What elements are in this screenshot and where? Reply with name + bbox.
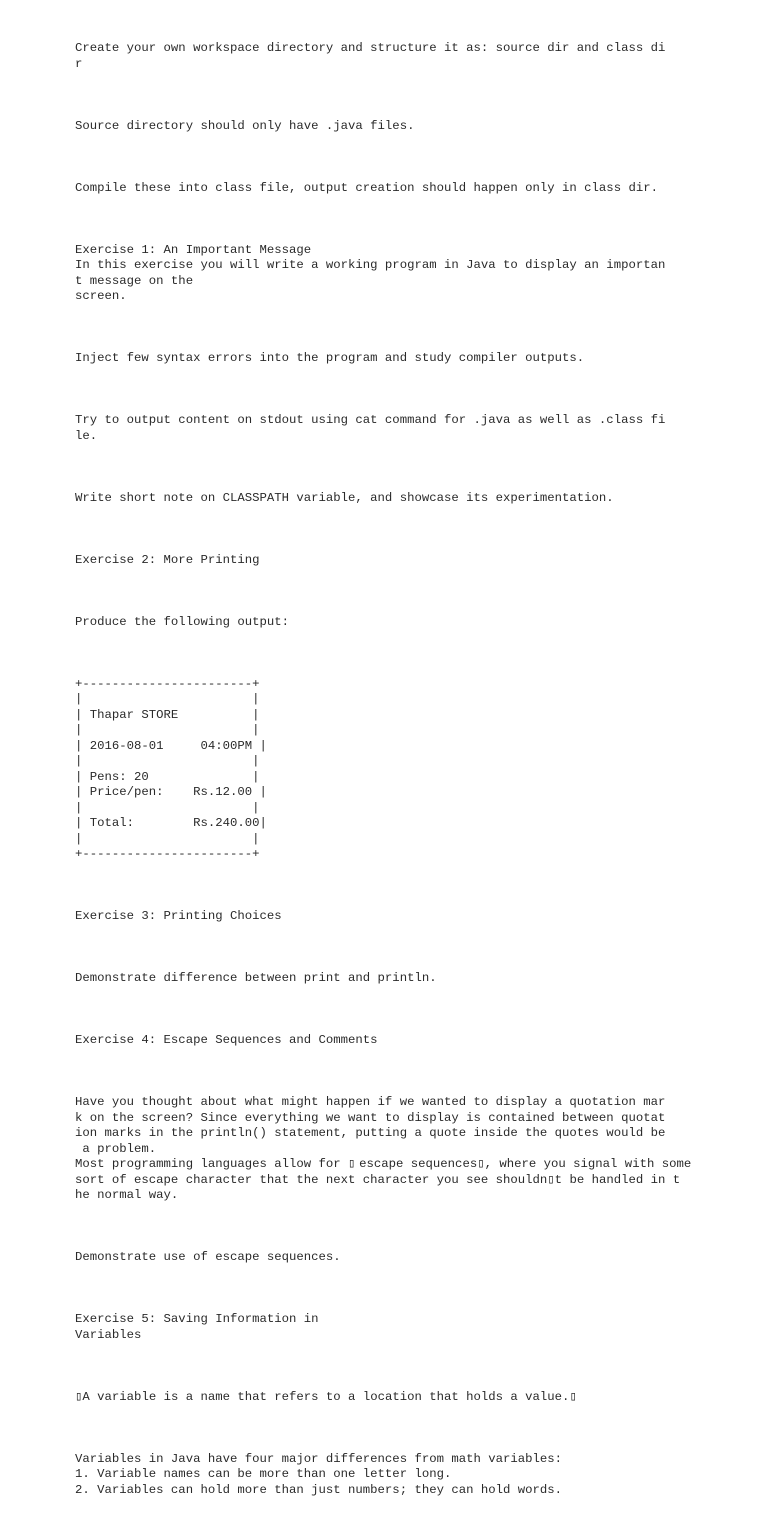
exercise-4-heading: Exercise 4: Escape Sequences and Comments bbox=[75, 1033, 378, 1047]
intro-source-dir: Source directory should only have .java files. bbox=[75, 118, 415, 133]
exercise-4-task: Demonstrate use of escape sequences. bbox=[75, 1250, 341, 1264]
exercise-1-section: Exercise 1: An Important Message In this exercise you will write a working program in Java to display an importan t message on the screen. bbox=[75, 242, 666, 303]
exercise-1-classpath: Write short note on CLASSPATH variable, and showcase its experimentation. bbox=[75, 490, 614, 505]
exercise-5-heading: Exercise 5: Saving Information in Variables bbox=[75, 1312, 319, 1342]
exercise-1-cat: Try to output content on stdout using cat command for .java as well as .class fi le. bbox=[75, 413, 666, 443]
exercise-5-list: Variables in Java have four major differences from math variables: 1. Variable names can be more than one letter long. 2. Variables can hold more than just numbers; they can hold words. bbox=[75, 1451, 563, 1497]
exercise-5-quote: ▯A variable is a name that refers to a location that holds a value.▯ bbox=[75, 1389, 577, 1404]
exercise-4-body: Have you thought about what might happen if we wanted to display a quotation mar k on the screen? Since everything we want to display is contained between quotat ion marks in the println() statement, putting a quote inside the quotes would be a problem. Most programming languages allow for ▯ escape sequences▯, where you signal with some sort of escape character that the next character you see shouldn▯t be handled in t he normal way. bbox=[75, 1095, 692, 1202]
exercise-3-task: Demonstrate difference between print and println. bbox=[75, 971, 437, 985]
receipt-box: +-----------------------+ | | | Thapar STORE | | | | 2016-08-01 04:00PM | | | | Pens: 20 | | Price/pen: Rs.12.00 | | | | Total: Rs.240.00| | | +-----------------------+ bbox=[75, 676, 267, 861]
exercise-2-heading: Exercise 2: More Printing bbox=[75, 552, 260, 567]
exercise-1-syntax-errors: Inject few syntax errors into the program and study compiler outputs. bbox=[75, 351, 585, 365]
document-body bbox=[75, 10, 755, 1529]
exercise-2-instruction: Produce the following output: bbox=[75, 614, 290, 629]
exercise-3-heading: Exercise 3: Printing Choices bbox=[75, 909, 282, 923]
intro-workspace: Create your own workspace directory and structure it as: source dir and class di r bbox=[75, 41, 666, 71]
intro-compile: Compile these into class file, output creation should happen only in class dir. bbox=[75, 180, 658, 195]
